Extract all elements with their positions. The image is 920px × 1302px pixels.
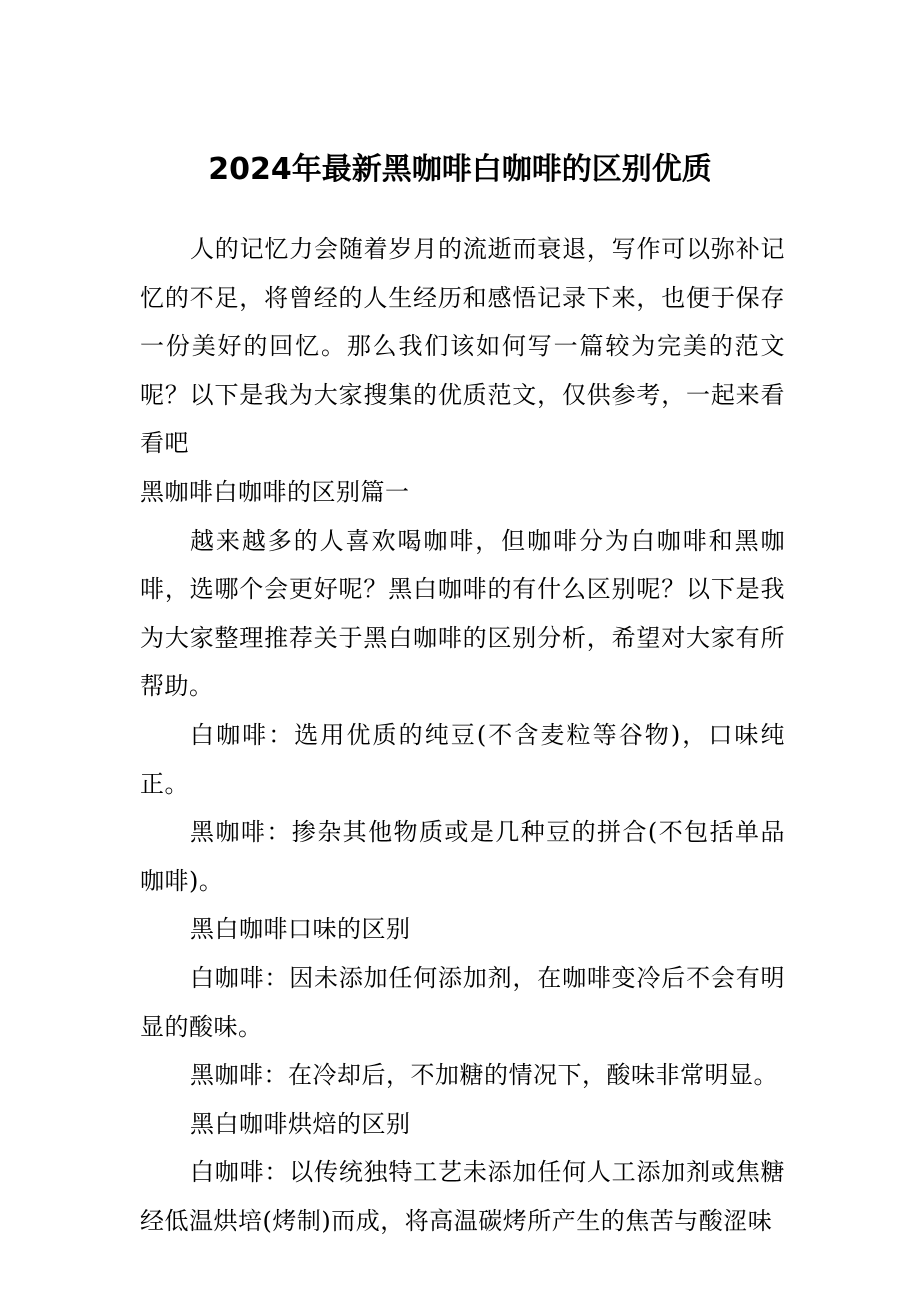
document-title: 2024年最新黑咖啡白咖啡的区别优质 bbox=[208, 152, 712, 187]
intro-paragraph: 人的记忆力会随着岁月的流逝而衰退，写作可以弥补记忆的不足，将曾经的人生经历和感悟记录下来，也便于保存一份美好的回忆。那么我们该如何写一篇较为完美的范文呢？以下是我为大家搜集的优质范文，仅供参考，一起来看看吧 bbox=[140, 235, 785, 458]
subheading: 黑白咖啡烘焙的区别 bbox=[190, 1109, 411, 1138]
subheading: 黑白咖啡口味的区别 bbox=[190, 915, 411, 944]
body-paragraph: 越来越多的人喜欢喝咖啡，但咖啡分为白咖啡和黑咖啡，选哪个会更好呢？黑白咖啡的有什么区别呢？以下是我为大家整理推荐关于黑白咖啡的区别分析，希望对大家有所帮助。 bbox=[140, 526, 785, 701]
body-paragraph: 黑咖啡：在冷却后，不加糖的情况下，酸味非常明显。 bbox=[190, 1061, 778, 1090]
body-paragraph: 白咖啡：以传统独特工艺未添加任何人工添加剂或焦糖经低温烘培(烤制)而成，将高温碳烤所产生的焦苦与酸涩味 bbox=[140, 1158, 785, 1235]
body-paragraph: 白咖啡：因未添加任何添加剂，在咖啡变冷后不会有明显的酸味。 bbox=[140, 963, 785, 1041]
section-heading: 黑咖啡白咖啡的区别篇一 bbox=[140, 477, 410, 506]
document-body bbox=[140, 225, 785, 1245]
body-paragraph: 白咖啡：选用优质的纯豆(不含麦粒等谷物)，口味纯正。 bbox=[140, 720, 785, 798]
body-paragraph: 黑咖啡：掺杂其他物质或是几种豆的拼合(不包括单品咖啡)。 bbox=[140, 818, 785, 895]
